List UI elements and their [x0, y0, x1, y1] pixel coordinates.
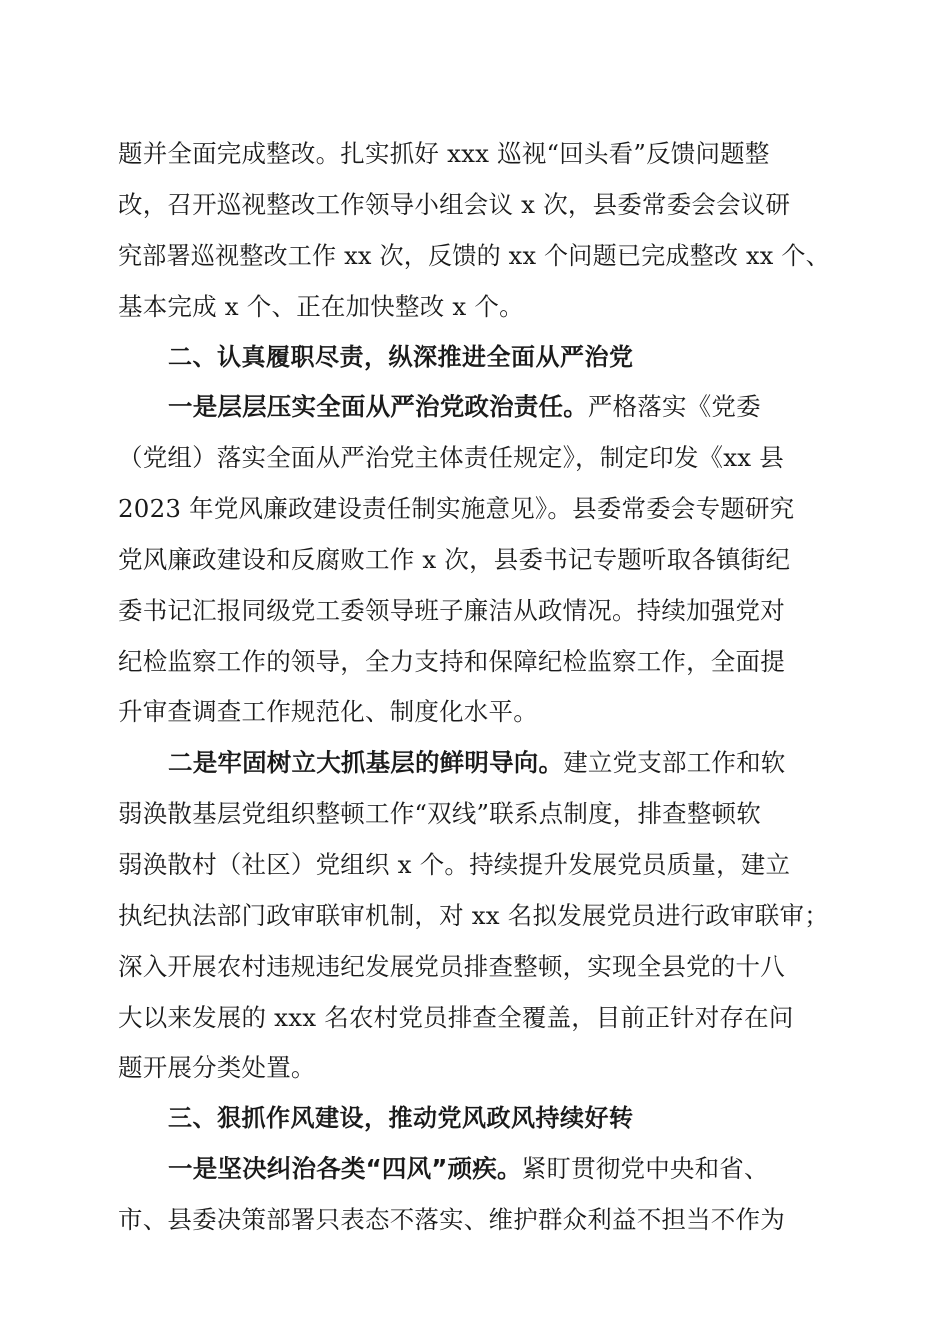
paragraph-3-line-2 [118, 798, 761, 830]
text-line: 执纪执法部门政审联审机制，对 xx 名拟发展党员进行政审联审； [118, 901, 829, 930]
paragraph-3-line-3 [118, 849, 790, 881]
text-line: 究部署巡视整改工作 xx 次，反馈的 xx 个问题已完成整改 xx 个、 [118, 241, 830, 270]
paragraph-1-line-2 [118, 189, 790, 221]
text-line: 党风廉政建设和反腐败工作 x 次，县委书记专题听取各镇街纪 [118, 545, 791, 574]
text-line: 严格落实《党委 [587, 392, 761, 421]
text-line: 改，召开巡视整改工作领导小组会议 x 次，县委常委会会议研 [118, 190, 791, 219]
paragraph-3-line-5 [118, 951, 785, 983]
paragraph-lead: 二是牢固树立大抓基层的鲜明导向。 [168, 748, 564, 777]
paragraph-2-line-1 [168, 391, 761, 423]
paragraph-3-line-4 [118, 900, 829, 932]
paragraph-4-line-1 [168, 1153, 769, 1185]
text-line: 建立党支部工作和软 [563, 748, 786, 777]
text-line: 深入开展农村违规违纪发展党员排查整顿，实现全县党的十八 [118, 952, 785, 981]
paragraph-4-line-2 [118, 1204, 785, 1236]
text-line: 纪检监察工作的领导，全力支持和保障纪检监察工作，全面提 [118, 647, 785, 676]
text-line: 紧盯贯彻党中央和省、 [521, 1154, 769, 1183]
text-line: 委书记汇报同级党工委领导班子廉洁从政情况。持续加强党对 [118, 596, 785, 625]
paragraph-lead: 一是坚决纠治各类“四风”顽疾。 [168, 1154, 522, 1183]
paragraph-3-line-6 [118, 1002, 794, 1034]
paragraph-2-line-7 [118, 696, 538, 728]
paragraph-2-line-3 [118, 493, 794, 525]
section-heading-3: 三、狠抓作风建设，推动党风政风持续好转 [168, 1104, 634, 1132]
text-line: 基本完成 x 个、正在加快整改 x 个。 [118, 292, 524, 321]
paragraph-1-line-3 [118, 240, 830, 272]
text-line: 弱涣散村（社区）党组织 x 个。持续提升发展党员质量，建立 [118, 850, 791, 879]
text-line: 大以来发展的 xxx 名农村党员排查全覆盖，目前正针对存在问 [118, 1003, 794, 1032]
text-line: 题并全面完成整改。扎实抓好 xxx 巡视“回头看”反馈问题整 [118, 139, 770, 168]
paragraph-1-line-1 [118, 138, 830, 170]
paragraph-2-line-6 [118, 646, 785, 678]
text-line: 2023 年党风廉政建设责任制实施意见》。县委常委会专题研究 [118, 494, 795, 523]
paragraph-lead: 一是层层压实全面从严治党政治责任。 [168, 392, 588, 421]
text-line: 升审查调查工作规范化、制度化水平。 [118, 697, 538, 726]
paragraph-3-line-7 [118, 1052, 316, 1084]
text-line: 题开展分类处置。 [118, 1053, 316, 1082]
paragraph-3-line-1 [168, 747, 786, 779]
text-line: 弱涣散基层党组织整顿工作“双线”联系点制度，排查整顿软 [118, 799, 761, 828]
paragraph-2-line-5 [118, 595, 785, 627]
paragraph-1-line-4 [118, 291, 524, 323]
paragraph-2-line-2 [118, 442, 784, 474]
text-line: 市、县委决策部署只表态不落实、维护群众利益不担当不作为 [118, 1205, 785, 1234]
paragraph-2-line-4 [118, 544, 790, 576]
text-line: （党组）落实全面从严治党主体责任规定》，制定印发《xx 县 [118, 443, 784, 472]
section-heading-2: 二、认真履职尽责，纵深推进全面从严治党 [168, 343, 634, 371]
